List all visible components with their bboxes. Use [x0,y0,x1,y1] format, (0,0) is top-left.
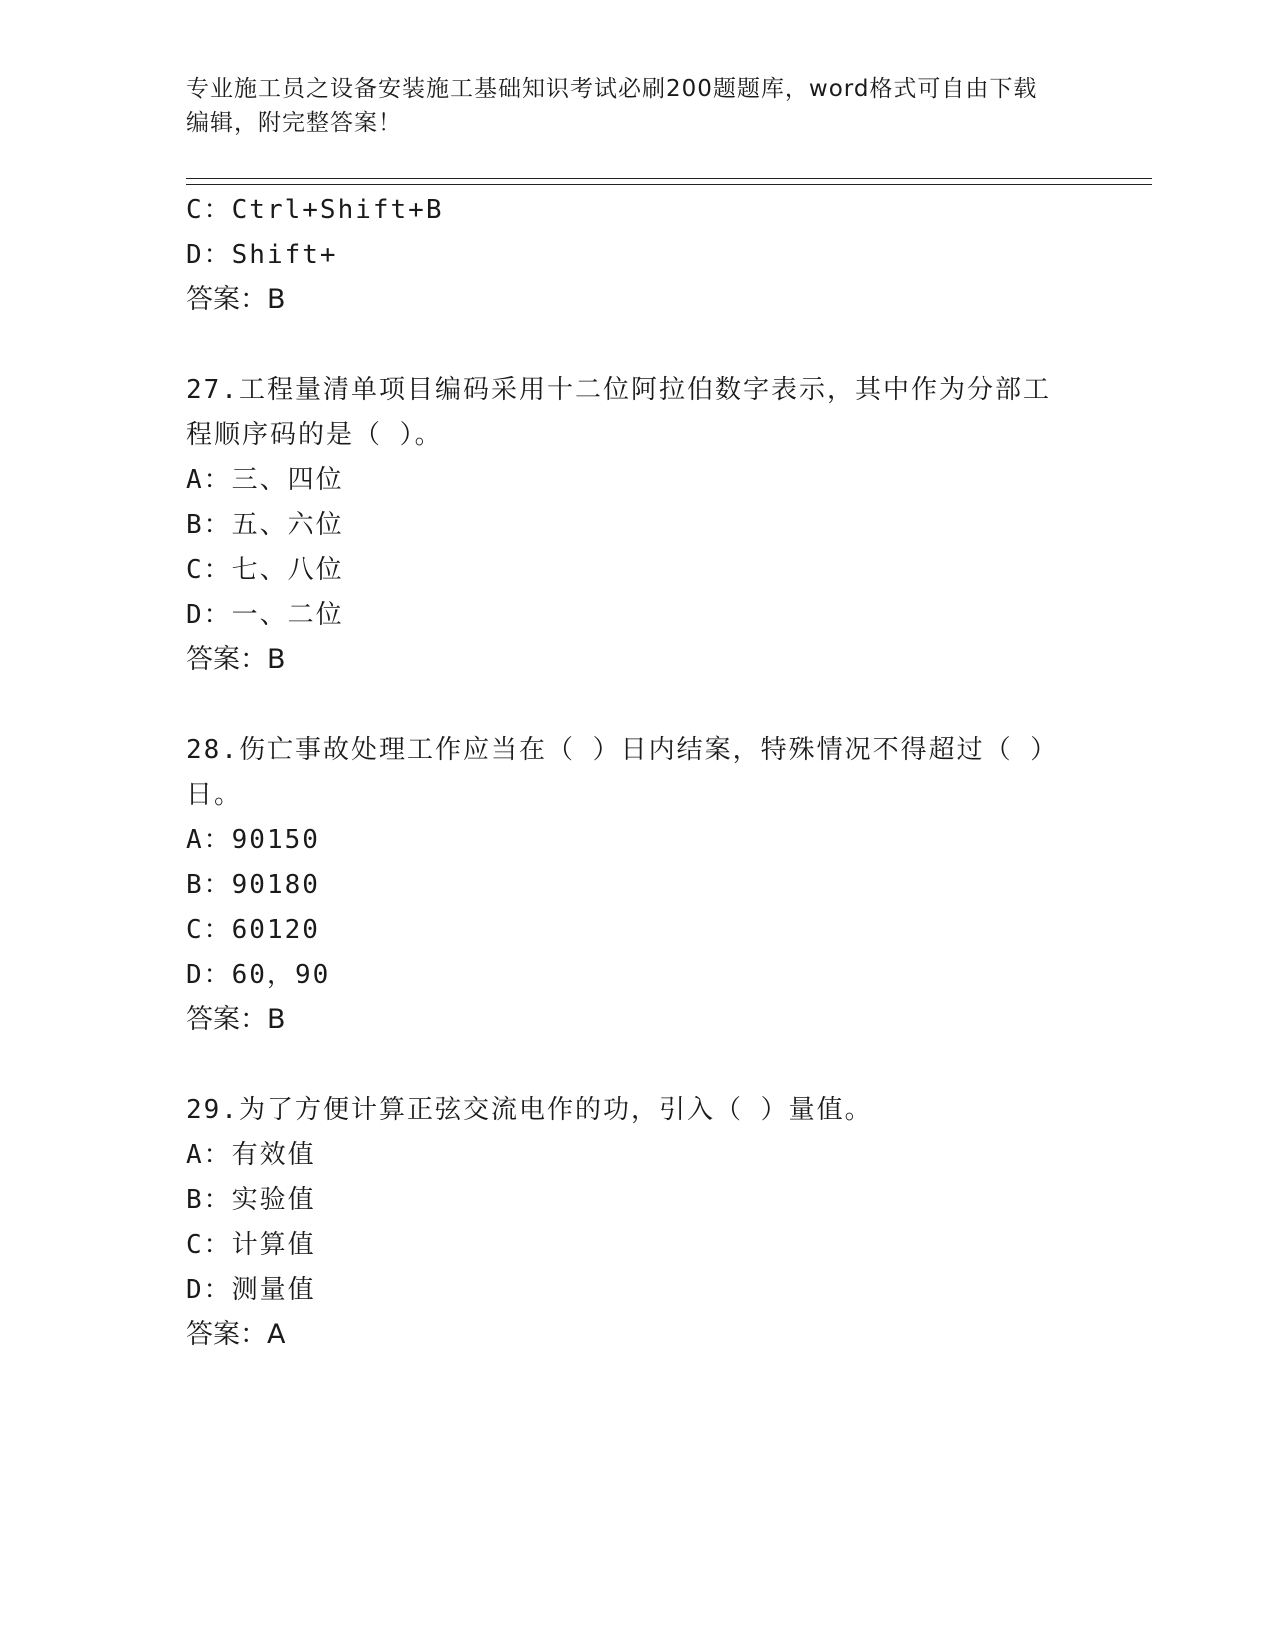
q29-option-a: A：有效值 [186,1140,316,1170]
q28-option-a: A：90150 [186,825,320,855]
q26-answer: 答案：B [186,284,286,315]
q28-option-b: B：90180 [186,870,320,900]
q27-option-d: D：一、二位 [186,600,344,630]
q29-option-d: D：测量值 [186,1275,316,1305]
q29-option-c: C：计算值 [186,1230,316,1260]
header-divider-bottom [186,184,1152,185]
q27-stem-line-2: 程顺序码的是（ ）。 [186,420,443,450]
q27-answer: 答案：B [186,644,286,675]
q28-stem-line-1: 28.伤亡事故处理工作应当在（ ）日内结案，特殊情况不得超过（ ） [186,735,1059,765]
q26-option-c: C：Ctrl+Shift+B [186,195,444,225]
q27-option-a: A：三、四位 [186,465,344,495]
q26-option-d: D：Shift+ [186,240,338,270]
header-title-line-1: 专业施工员之设备安装施工基础知识考试必刷200题题库，word格式可自由下载 [186,76,1038,102]
header-divider-top [186,178,1152,179]
q28-answer: 答案：B [186,1004,286,1035]
q28-stem-line-2: 日。 [186,780,243,810]
q29-answer: 答案：A [186,1319,286,1350]
q28-option-c: C：60120 [186,915,320,945]
header-title-line-2: 编辑，附完整答案！ [186,110,402,136]
q27-option-c: C：七、八位 [186,555,344,585]
q28-option-d: D：60，90 [186,960,331,990]
q29-option-b: B：实验值 [186,1185,316,1215]
q29-stem-line-1: 29.为了方便计算正弦交流电作的功，引入（ ）量值。 [186,1095,873,1125]
document-header [186,72,1066,140]
q27-option-b: B：五、六位 [186,510,344,540]
q27-stem-line-1: 27.工程量清单项目编码采用十二位阿拉伯数字表示，其中作为分部工 [186,375,1051,405]
